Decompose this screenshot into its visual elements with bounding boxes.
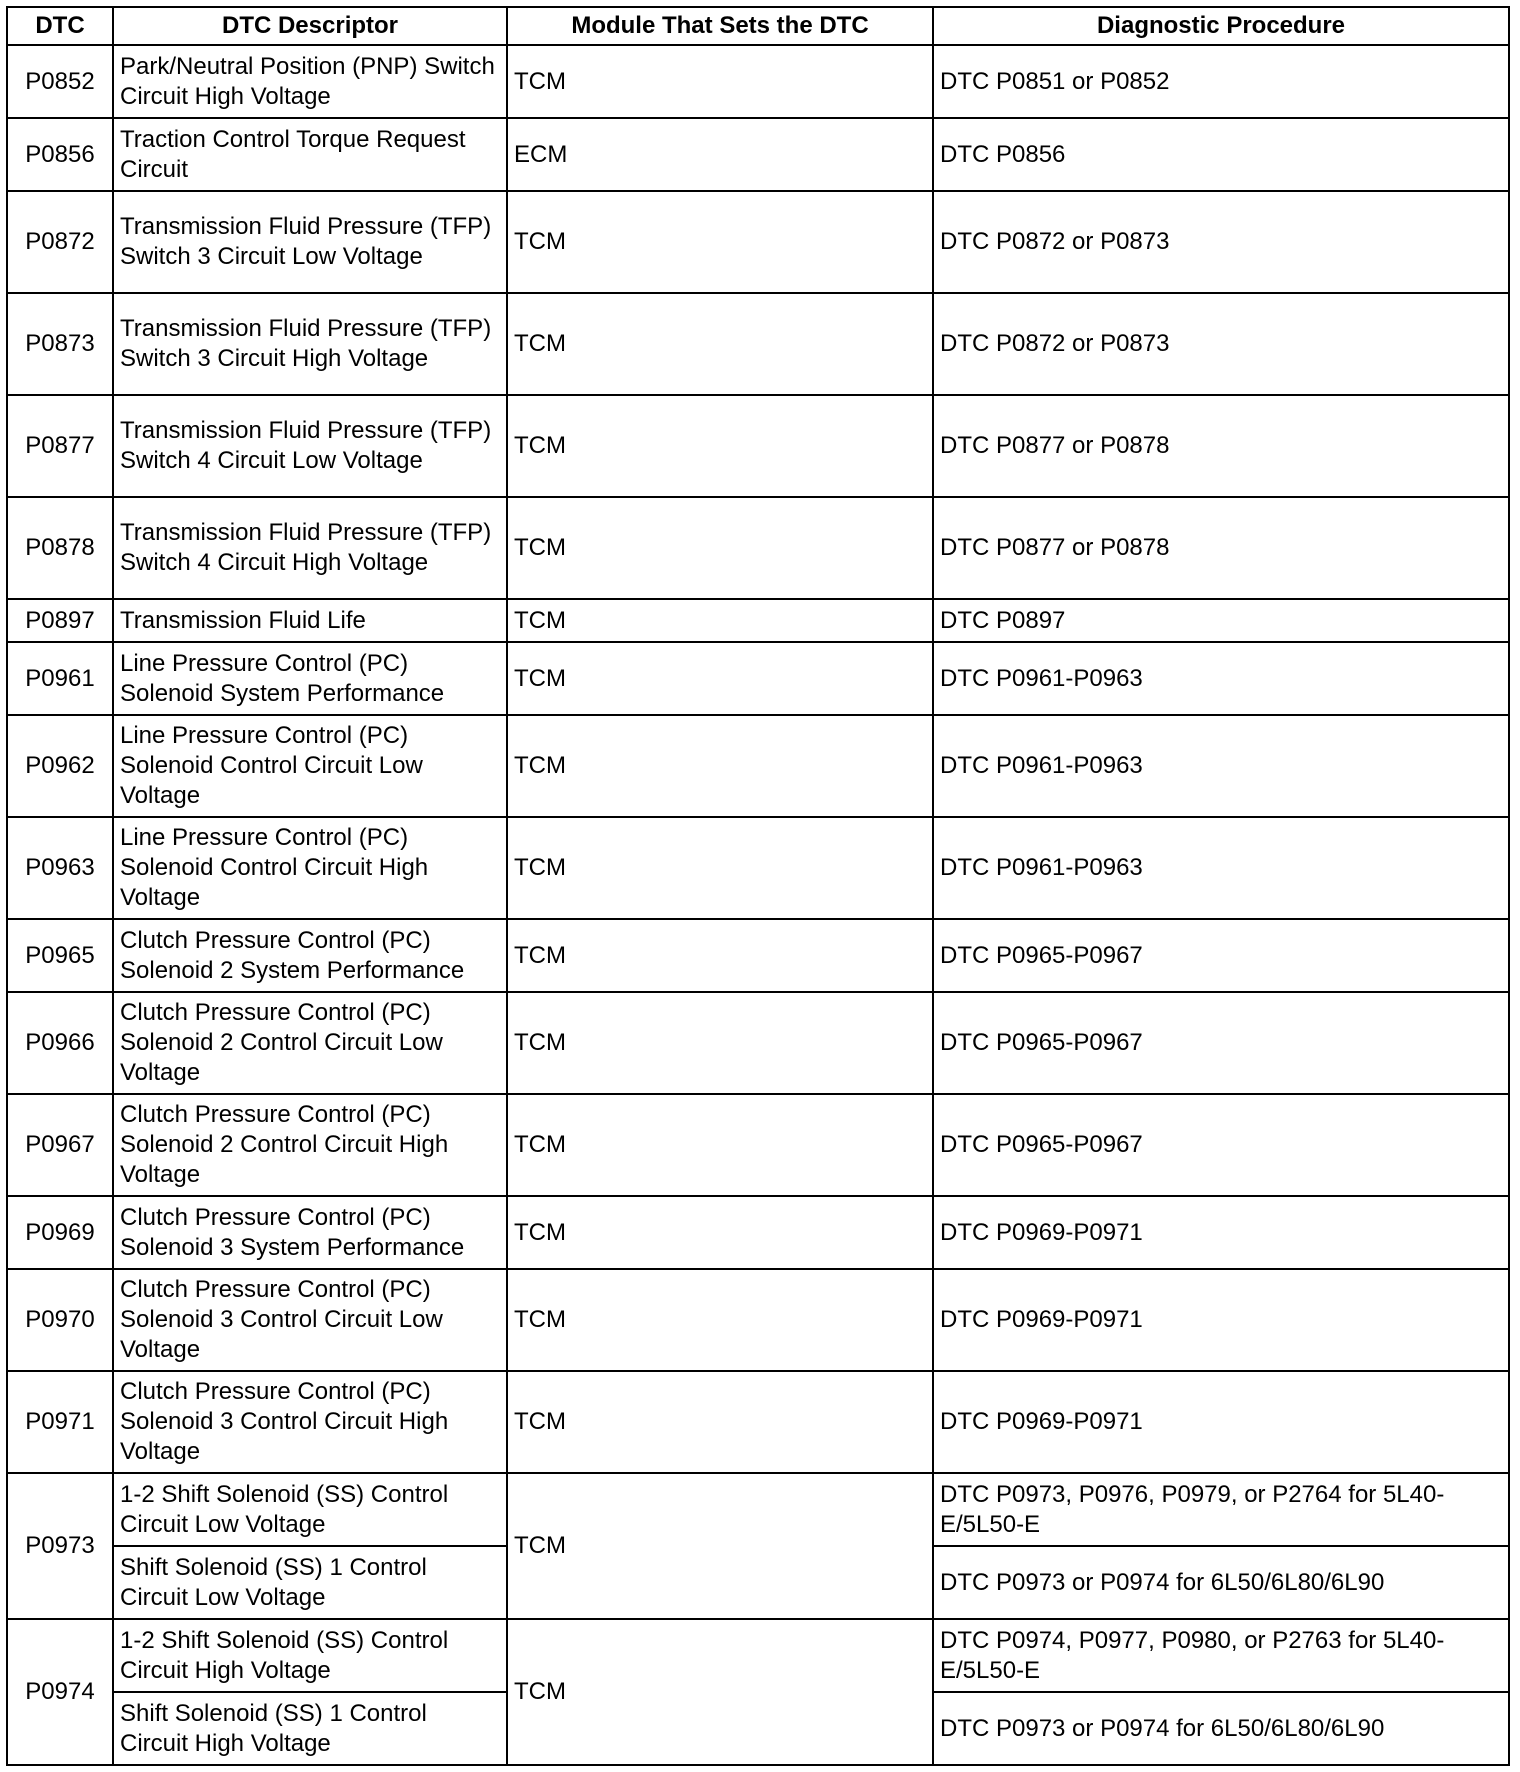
dtc-module: TCM (507, 1371, 933, 1473)
dtc-descriptor: Clutch Pressure Control (PC) Solenoid 3 Control Circuit Low Voltage (113, 1269, 507, 1371)
dtc-code: P0897 (7, 599, 113, 642)
dtc-module: TCM (507, 599, 933, 642)
dtc-code: P0970 (7, 1269, 113, 1371)
dtc-procedure: DTC P0969-P0971 (933, 1269, 1509, 1371)
dtc-descriptor: Transmission Fluid Pressure (TFP) Switch 4 Circuit High Voltage (113, 497, 507, 599)
dtc-descriptor: Clutch Pressure Control (PC) Solenoid 2 Control Circuit Low Voltage (113, 992, 507, 1094)
dtc-module: TCM (507, 919, 933, 992)
header-module: Module That Sets the DTC (507, 7, 933, 45)
header-diagnostic-procedure: Diagnostic Procedure (933, 7, 1509, 45)
dtc-procedure: DTC P0973 or P0974 for 6L50/6L80/6L90 (933, 1546, 1509, 1619)
dtc-procedure: DTC P0877 or P0878 (933, 395, 1509, 497)
dtc-code: P0856 (7, 118, 113, 191)
dtc-descriptor: Transmission Fluid Pressure (TFP) Switch 3 Circuit Low Voltage (113, 191, 507, 293)
dtc-code: P0969 (7, 1196, 113, 1269)
table-row (7, 1269, 1509, 1371)
dtc-descriptor: Park/Neutral Position (PNP) Switch Circuit High Voltage (113, 45, 507, 118)
dtc-descriptor: Line Pressure Control (PC) Solenoid System Performance (113, 642, 507, 715)
dtc-procedure: DTC P0973 or P0974 for 6L50/6L80/6L90 (933, 1692, 1509, 1765)
dtc-descriptor: 1-2 Shift Solenoid (SS) Control Circuit High Voltage (113, 1619, 507, 1692)
table-row (7, 1371, 1509, 1473)
dtc-module: TCM (507, 191, 933, 293)
dtc-procedure: DTC P0965-P0967 (933, 992, 1509, 1094)
table-row (7, 118, 1509, 191)
table-row (7, 715, 1509, 817)
table-row (7, 497, 1509, 599)
dtc-code: P0974 (7, 1619, 113, 1765)
dtc-code: P0962 (7, 715, 113, 817)
dtc-module: TCM (507, 1269, 933, 1371)
table-row (7, 599, 1509, 642)
table-header-row (7, 7, 1509, 45)
dtc-code: P0961 (7, 642, 113, 715)
dtc-code: P0872 (7, 191, 113, 293)
table-row (7, 395, 1509, 497)
dtc-procedure: DTC P0969-P0971 (933, 1196, 1509, 1269)
table-row (7, 1196, 1509, 1269)
header-dtc-descriptor: DTC Descriptor (113, 7, 507, 45)
dtc-code: P0973 (7, 1473, 113, 1619)
table-row (7, 293, 1509, 395)
table-row (7, 191, 1509, 293)
table-body (7, 45, 1509, 1765)
dtc-code: P0852 (7, 45, 113, 118)
dtc-module: TCM (507, 395, 933, 497)
dtc-module: TCM (507, 992, 933, 1094)
dtc-code: P0966 (7, 992, 113, 1094)
dtc-table (6, 6, 1510, 1766)
dtc-procedure: DTC P0856 (933, 118, 1509, 191)
table-row (7, 642, 1509, 715)
dtc-module: TCM (507, 1619, 933, 1765)
dtc-procedure: DTC P0961-P0963 (933, 715, 1509, 817)
dtc-code: P0971 (7, 1371, 113, 1473)
dtc-procedure: DTC P0877 or P0878 (933, 497, 1509, 599)
dtc-module: TCM (507, 715, 933, 817)
table-row (7, 817, 1509, 919)
dtc-module: TCM (507, 293, 933, 395)
dtc-procedure: DTC P0851 or P0852 (933, 45, 1509, 118)
dtc-procedure: DTC P0974, P0977, P0980, or P2763 for 5L40-E/5L50-E (933, 1619, 1509, 1692)
dtc-descriptor: Clutch Pressure Control (PC) Solenoid 3 Control Circuit High Voltage (113, 1371, 507, 1473)
dtc-descriptor: Clutch Pressure Control (PC) Solenoid 2 System Performance (113, 919, 507, 992)
dtc-descriptor: Traction Control Torque Request Circuit (113, 118, 507, 191)
header-dtc: DTC (7, 7, 113, 45)
dtc-descriptor: Transmission Fluid Pressure (TFP) Switch 3 Circuit High Voltage (113, 293, 507, 395)
table-row (7, 1473, 1509, 1546)
dtc-code: P0967 (7, 1094, 113, 1196)
dtc-procedure: DTC P0872 or P0873 (933, 191, 1509, 293)
dtc-code: P0965 (7, 919, 113, 992)
dtc-procedure: DTC P0969-P0971 (933, 1371, 1509, 1473)
dtc-code: P0963 (7, 817, 113, 919)
dtc-descriptor: Transmission Fluid Life (113, 599, 507, 642)
dtc-descriptor: Shift Solenoid (SS) 1 Control Circuit High Voltage (113, 1692, 507, 1765)
dtc-code: P0878 (7, 497, 113, 599)
dtc-module: TCM (507, 1473, 933, 1619)
dtc-descriptor: Clutch Pressure Control (PC) Solenoid 3 System Performance (113, 1196, 507, 1269)
dtc-module: TCM (507, 45, 933, 118)
dtc-descriptor: Transmission Fluid Pressure (TFP) Switch 4 Circuit Low Voltage (113, 395, 507, 497)
dtc-code: P0877 (7, 395, 113, 497)
dtc-table-sheet (6, 6, 1508, 1766)
table-row (7, 1619, 1509, 1692)
dtc-procedure: DTC P0965-P0967 (933, 919, 1509, 992)
dtc-module: TCM (507, 817, 933, 919)
dtc-descriptor: 1-2 Shift Solenoid (SS) Control Circuit Low Voltage (113, 1473, 507, 1546)
table-row (7, 919, 1509, 992)
table-row (7, 1094, 1509, 1196)
dtc-descriptor: Clutch Pressure Control (PC) Solenoid 2 Control Circuit High Voltage (113, 1094, 507, 1196)
table-row (7, 992, 1509, 1094)
dtc-module: TCM (507, 1094, 933, 1196)
dtc-procedure: DTC P0872 or P0873 (933, 293, 1509, 395)
dtc-procedure: DTC P0897 (933, 599, 1509, 642)
dtc-procedure: DTC P0973, P0976, P0979, or P2764 for 5L40-E/5L50-E (933, 1473, 1509, 1546)
dtc-procedure: DTC P0961-P0963 (933, 642, 1509, 715)
dtc-descriptor: Line Pressure Control (PC) Solenoid Control Circuit High Voltage (113, 817, 507, 919)
dtc-module: ECM (507, 118, 933, 191)
dtc-module: TCM (507, 497, 933, 599)
dtc-procedure: DTC P0965-P0967 (933, 1094, 1509, 1196)
dtc-procedure: DTC P0961-P0963 (933, 817, 1509, 919)
dtc-module: TCM (507, 642, 933, 715)
table-row (7, 45, 1509, 118)
dtc-code: P0873 (7, 293, 113, 395)
dtc-descriptor: Line Pressure Control (PC) Solenoid Control Circuit Low Voltage (113, 715, 507, 817)
dtc-descriptor: Shift Solenoid (SS) 1 Control Circuit Low Voltage (113, 1546, 507, 1619)
dtc-module: TCM (507, 1196, 933, 1269)
